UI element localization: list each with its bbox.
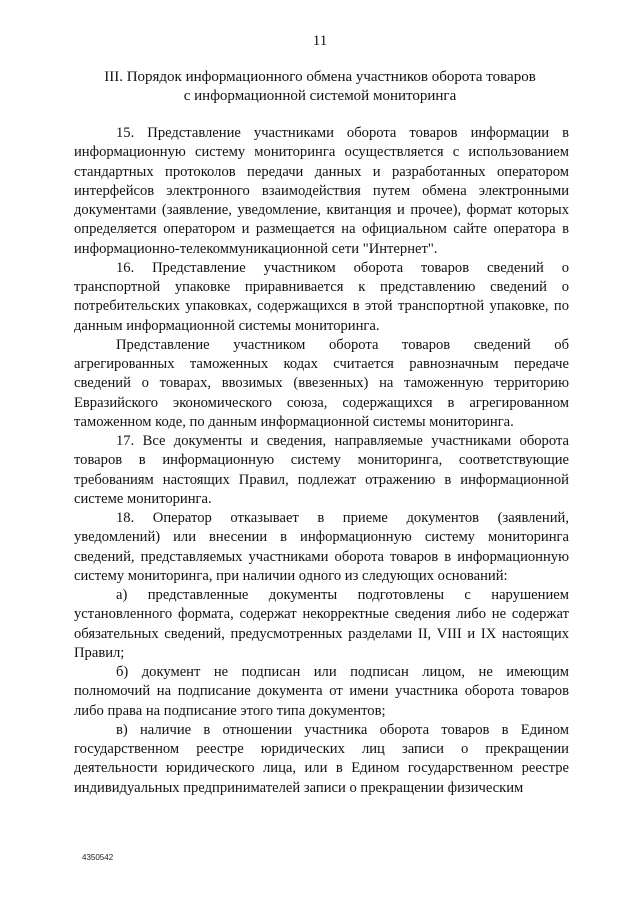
- document-body: [74, 124, 569, 798]
- paragraph-15: 15. Представление участниками оборота товаров информации в информационную систему мониторинга осуществляется с использованием стандартных протоколов передачи данных и разработанных оператором интерфейсов электронного взаимодействия путем обмена электронными документами (заявление, уведомление, квитанция и прочее), формат которых определяется оператором и размещается на официальном сайте оператора в информационно-телекоммуникационной сети "Интернет".: [74, 125, 569, 257]
- section-title-line-1: III. Порядок информационного обмена участников оборота товаров: [104, 69, 536, 85]
- paragraph-17: 17. Все документы и сведения, направляемые участниками оборота товаров в информационную систему мониторинга, соответствующие требованиям настоящих Правил, подлежат отражению в информационной системе мониторинга.: [74, 433, 569, 507]
- section-heading: [60, 68, 580, 106]
- paragraph-18-v: в) наличие в отношении участника оборота товаров в Едином государственном реестре юридических лиц записи о прекращении деятельности юридического лица, или в Едином государственном реестре индивидуальных предпринимателей записи о прекращении физическим: [74, 721, 569, 796]
- document-code: 4350542: [82, 853, 114, 862]
- page-number: 11: [312, 33, 328, 49]
- paragraph-18: 18. Оператор отказывает в приеме документов (заявлений, уведомлений) или внесении в информационную систему мониторинга сведений, представляемых участниками оборота товаров в информационную систему мониторинга, при наличии одного из следующих оснований:: [74, 510, 569, 584]
- paragraph-16-continued: Представление участником оборота товаров сведений об агрегированных таможенных кодах считается равнозначным передаче сведений о товарах, ввозимых (ввезенных) на таможенную территорию Евразийского экономического союза, содержащихся в агрегированном таможенном коде, по данным информационной системы мониторинга.: [74, 336, 569, 430]
- section-title-line-2: с информационной системой мониторинга: [183, 88, 457, 104]
- paragraph-18-a: а) представленные документы подготовлены с нарушением установленного формата, содержат некорректные сведения либо не содержат обязательных сведений, предусмотренных разделами II, VIII и IX настоящих Правил;: [74, 587, 569, 661]
- paragraph-16: 16. Представление участником оборота товаров сведений о транспортной упаковке приравнивается к представлению сведений о потребительских упаковках, содержащихся в этой транспортной упаковке, по данным информационной системы мониторинга.: [74, 259, 569, 334]
- paragraph-18-b: б) документ не подписан или подписан лицом, не имеющим полномочий на подписание документа от имени участника оборота товаров либо права на подписание этого типа документов;: [74, 664, 569, 719]
